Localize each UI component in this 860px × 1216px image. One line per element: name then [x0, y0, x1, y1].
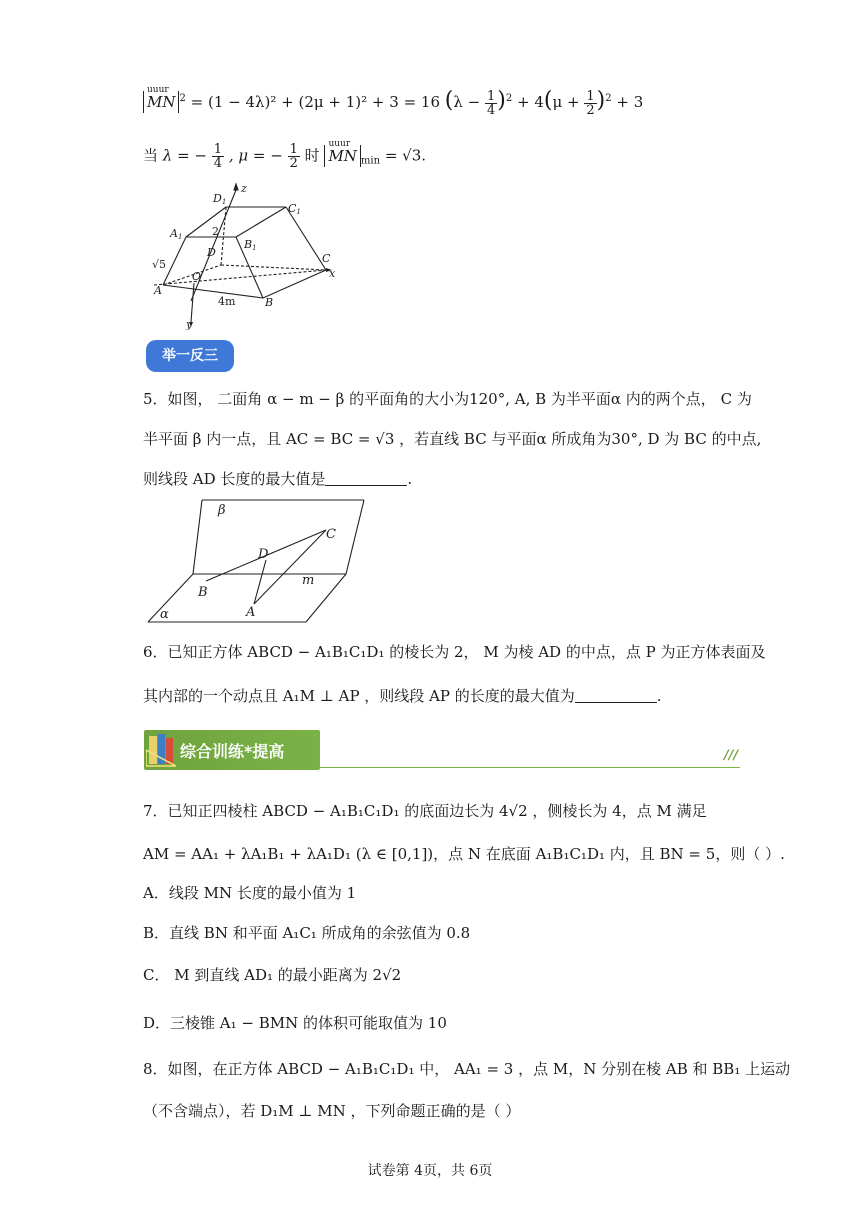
label-b: B [265, 296, 274, 309]
dihedral-angle-figure [146, 496, 366, 626]
q6-line2-text: 其内部的一个动点且 A₁M ⊥ AP ，则线段 AP 的长度的最大值为 [143, 687, 575, 705]
mu-eq: , μ = − [228, 146, 283, 165]
q7-line2: AM = AA₁ + λA₁B₁ + λA₁D₁ (λ ∈ [0,1])，点 N 在底面 A₁B₁C₁D₁ 内，且 BN = 5，则（ ）. [143, 845, 785, 863]
q5-line3-text: 则线段 AD 长度的最大值是 [143, 470, 326, 488]
formula-lhs: MN [147, 93, 176, 111]
q5-line1: 5．如图， 二面角 α − m − β 的平面角的大小为120°, A, B 为半平面α 内的两个点， C 为 [143, 390, 752, 408]
condition-when: 时 [304, 146, 320, 165]
label-z: z [241, 182, 247, 195]
label-a: A [154, 284, 162, 297]
section-slashes: /// [723, 748, 738, 763]
label-a: A [246, 605, 256, 620]
q8-line1: 8．如图，在正方体 ABCD − A₁B₁C₁D₁ 中， AA₁ = 3 ，点 M，N 分别在棱 AB 和 BB₁ 上运动 [143, 1060, 791, 1078]
prism-coordinate-figure [146, 182, 346, 330]
label-2: 2 [212, 225, 219, 238]
books-icon [146, 732, 178, 768]
mn-vector: MN [328, 146, 357, 165]
condition-prefix: 当 [143, 146, 159, 165]
section-rule [320, 767, 740, 768]
label-a1: A1 [170, 227, 183, 241]
label-b1: B1 [244, 238, 257, 252]
q7-option-c: C． M 到直线 AD₁ 的最小距离为 2√2 [143, 966, 402, 984]
label-y: y [186, 318, 193, 330]
label-d1: D1 [213, 192, 227, 206]
label-beta: β [218, 503, 226, 518]
section-title: 综合训练*提高 [180, 742, 285, 761]
formula-min-condition [143, 138, 427, 173]
label-sqrt5: √5 [152, 258, 167, 271]
label-o: O [192, 270, 202, 283]
answer-blank [575, 688, 657, 703]
q7-option-a: A．线段 MN 长度的最小值为 1 [143, 884, 357, 902]
q8-line2: （不含端点），若 D₁M ⊥ MN ，下列命题正确的是（ ） [143, 1102, 521, 1120]
q7-line1: 7．已知正四棱柱 ABCD − A₁B₁C₁D₁ 的底面边长为 4√2 ，侧棱长为 4，点 M 满足 [143, 802, 707, 820]
fraction-one-half: $\frac{1}{2}$ [586, 88, 595, 118]
min-result: = √3 [384, 146, 422, 165]
label-alpha: α [160, 607, 169, 622]
q5-line2: 半平面 β 内一点，且 AC = BC = √3 ，若直线 BC 与平面α 所成角为30°, D 为 BC 的中点, [143, 430, 762, 448]
formula-rhs: = (1 − 4λ)² + (2μ + 1)² + 3 = 16 [190, 93, 440, 111]
formula-tail: + 3 [616, 93, 644, 111]
q7-option-d: D．三棱锥 A₁ − BMN 的体积可能取值为 10 [143, 1014, 447, 1032]
label-c1: C1 [288, 202, 301, 216]
label-x: x [329, 267, 336, 280]
fraction-one-quarter: $\frac{1}{4}$ [487, 88, 496, 118]
vector-mark: uuur [147, 85, 169, 95]
q6-line2: 其内部的一个动点且 A₁M ⊥ AP ，则线段 AP 的长度的最大值为 . [143, 687, 662, 705]
fraction-one-quarter: $\frac{1}{4}$ [213, 142, 223, 171]
label-m: m [302, 573, 315, 588]
fraction-one-half: $\frac{1}{2}$ [289, 142, 298, 171]
q5-line3: 则线段 AD 长度的最大值是 . [143, 470, 413, 488]
label-b: B [198, 585, 208, 600]
page-footer: 试卷第 4页，共 6页 [367, 1163, 493, 1179]
vector-mark: uuur [328, 138, 351, 149]
label-d: D [258, 547, 269, 562]
q7-option-b: B．直线 BN 和平面 A₁C₁ 所成角的余弦值为 0.8 [143, 924, 471, 942]
formula-mn-squared: uuur MN $^2$ = (1 − 4λ)² + (2μ + 1)² + 3 = 16 (λ − $\frac{1}{4}$ )$^2$ + 4(μ + $\frac{1}{2}$ )$^2$ + 3 [143, 88, 643, 117]
drill-badge: 举一反三 [146, 340, 234, 372]
q6-line1: 6．已知正方体 ABCD − A₁B₁C₁D₁ 的棱长为 2， M 为棱 AD 的中点，点 P 为正方体表面及 [143, 643, 766, 661]
label-d: D [207, 246, 216, 259]
label-c: C [326, 527, 336, 542]
lambda-eq: λ = − [162, 146, 207, 165]
section-banner [144, 730, 742, 770]
min-subscript: min [360, 155, 381, 167]
label-4m: 4m [218, 295, 236, 308]
label-c: C [322, 252, 331, 265]
answer-blank [325, 471, 407, 486]
period: . [421, 146, 427, 165]
